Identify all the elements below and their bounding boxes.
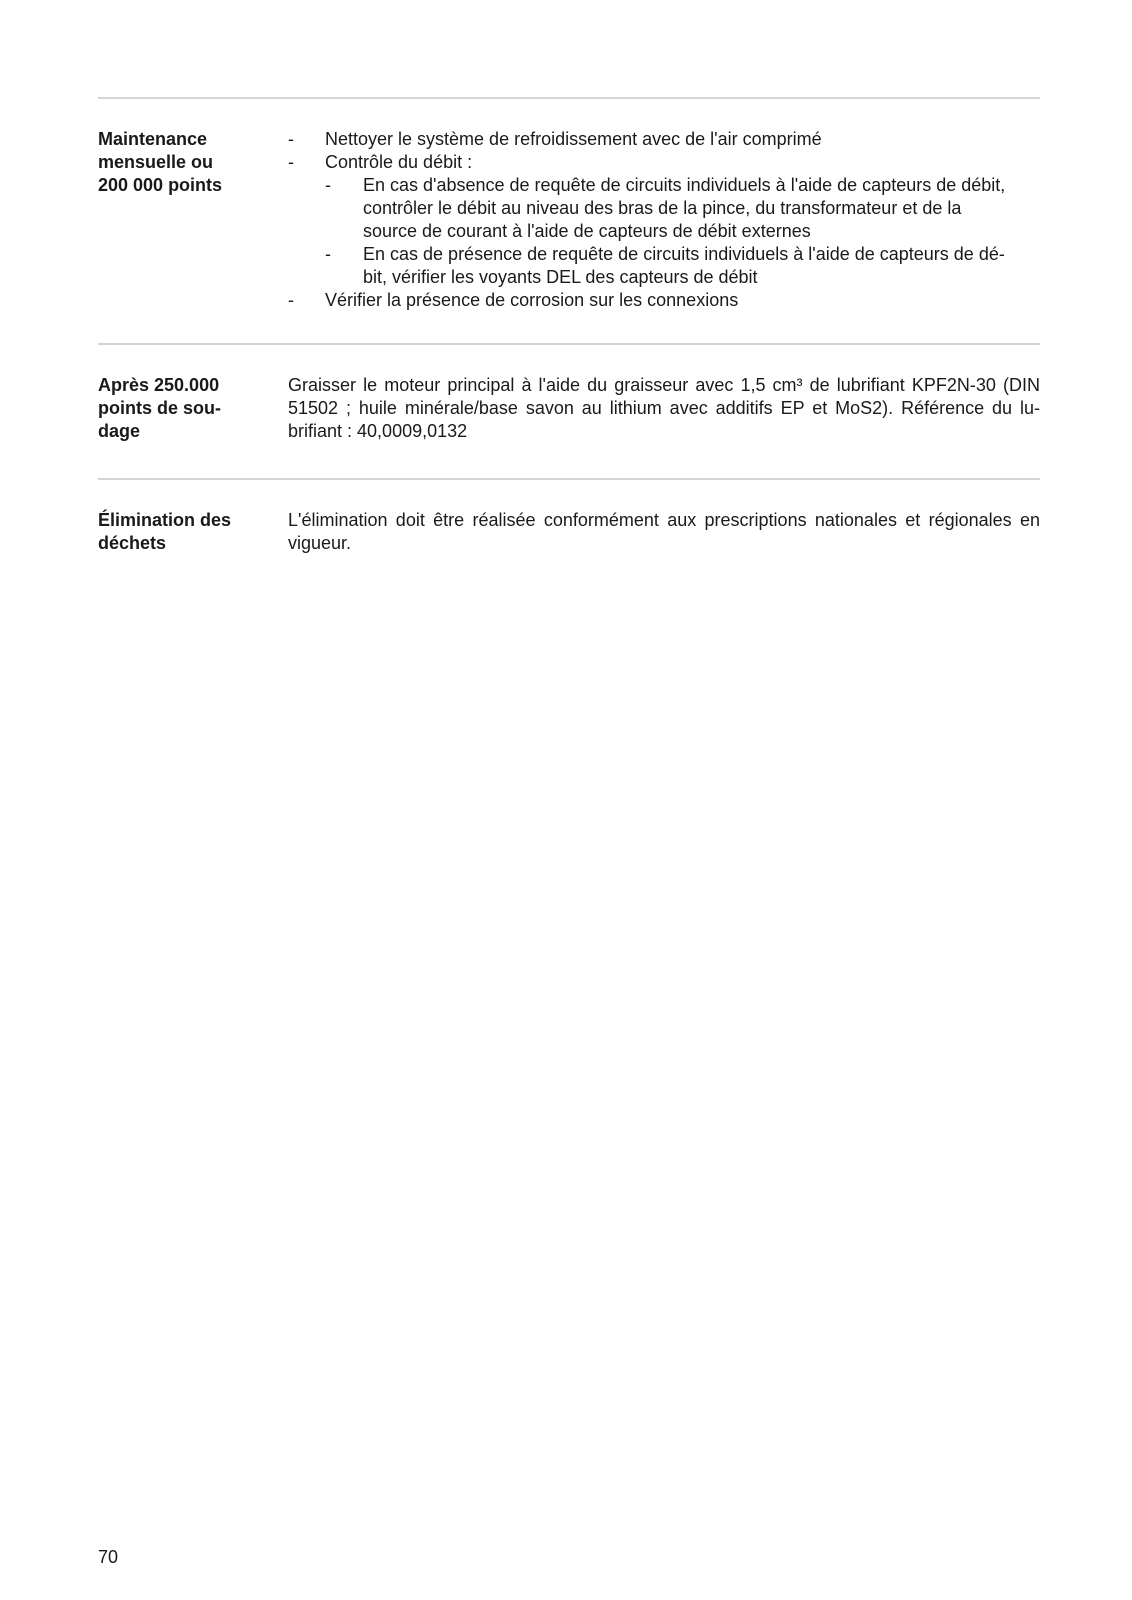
list-bullet-dash: - (325, 175, 331, 195)
section-label-line: Maintenance (98, 129, 208, 149)
page-number: 70 (98, 1547, 119, 1567)
paragraph-line: brifiant : 40,0009,0132 (288, 421, 468, 441)
paragraph-line: L'élimination doit être réalisée conformément aux prescriptions nationales et régionales en (288, 510, 1040, 530)
section-label-line: Élimination des (98, 510, 232, 530)
section-label-line: points de sou- (98, 398, 221, 418)
sub-list-item (288, 243, 1040, 266)
sub-list-item-continuation (288, 266, 1040, 289)
section-paragraph (288, 509, 1040, 555)
paragraph-line: vigueur. (288, 533, 352, 553)
list-item-text: En cas de présence de requête de circuits individuels à l'aide de capteurs de dé- (363, 244, 1005, 264)
section-label (98, 374, 278, 443)
list-item (288, 289, 1040, 312)
list-item-text: Nettoyer le système de refroidissement avec de l'air comprimé (325, 129, 822, 149)
list-item (288, 151, 1040, 174)
list-item-text: Contrôle du débit : (325, 152, 473, 172)
section-label-line: Après 250.000 (98, 375, 220, 395)
list-bullet-dash: - (288, 290, 294, 310)
list-item-text: source de courant à l'aide de capteurs de débit externes (363, 221, 811, 241)
list-bullet-dash: - (288, 152, 294, 172)
section-label (98, 128, 278, 197)
section-divider (98, 97, 1040, 99)
section-divider (98, 478, 1040, 480)
section-label-line: dage (98, 421, 141, 441)
section-divider (98, 343, 1040, 345)
sub-list-item-continuation (288, 220, 1040, 243)
paragraph-line: Graisser le moteur principal à l'aide du graisseur avec 1,5 cm³ de lubrifiant KPF2N-30 (DIN (288, 375, 1040, 395)
list-item-text: bit, vérifier les voyants DEL des capteurs de débit (363, 267, 758, 287)
section-label-line: 200 000 points (98, 175, 223, 195)
list-item-text: Vérifier la présence de corrosion sur les connexions (325, 290, 739, 310)
paragraph-line: 51502 ; huile minérale/base savon au lithium avec additifs EP et MoS2). Référence du lu- (288, 398, 1040, 418)
list-bullet-dash: - (325, 244, 331, 264)
list-item-text: En cas d'absence de requête de circuits individuels à l'aide de capteurs de débit, (363, 175, 1006, 195)
section-label-line: mensuelle ou (98, 152, 214, 172)
list-item-text: contrôler le débit au niveau des bras de la pince, du transformateur et de la (363, 198, 962, 218)
list-bullet-dash: - (288, 129, 294, 149)
section-paragraph (288, 374, 1040, 443)
section-label (98, 509, 278, 555)
sub-list-item (288, 174, 1040, 197)
maintenance-task-list (288, 128, 1040, 312)
sub-list-item-continuation (288, 197, 1040, 220)
section-label-line: déchets (98, 533, 167, 553)
list-item (288, 128, 1040, 151)
